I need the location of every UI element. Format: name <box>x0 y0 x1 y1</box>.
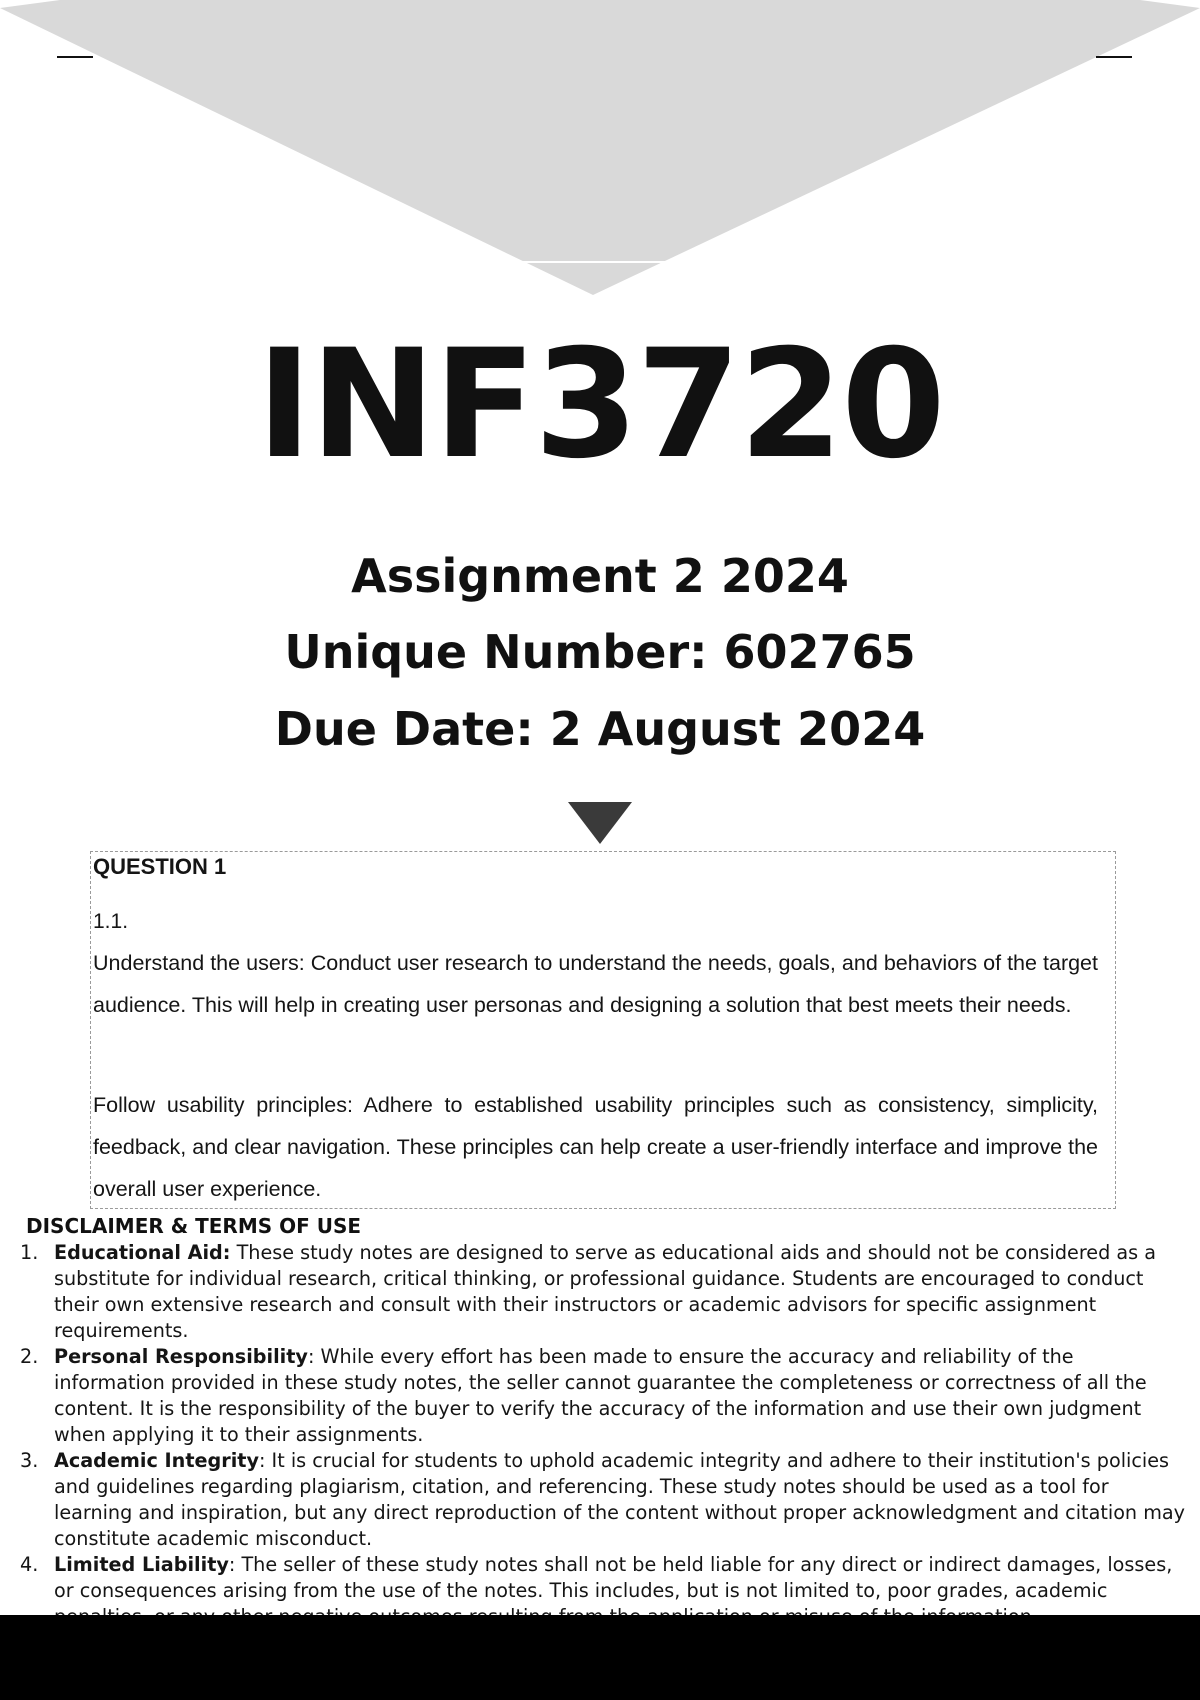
terms-item-number: 4. <box>20 1553 39 1576</box>
terms-list <box>18 1240 1186 1630</box>
course-code-title: INF3720 <box>256 318 944 492</box>
question-heading: QUESTION 1 <box>93 854 227 879</box>
terms-item-number: 3. <box>20 1449 39 1472</box>
terms-item-text: : It is crucial for students to uphold academic integrity and adhere to their institution's policies and guidelines regarding plagiarism, citation, and referencing. These study notes should be used as a tool for learning and inspiration, but any direct reproduction of the content without proper acknowledgment and citation may constitute academic misconduct. <box>54 1449 1185 1550</box>
down-arrow-icon <box>568 802 632 844</box>
header-chevron-shape <box>0 0 1200 300</box>
terms-item-number: 1. <box>20 1241 39 1264</box>
corner-mark-right <box>1096 56 1132 58</box>
terms-item <box>18 1240 1186 1344</box>
question-text-box <box>90 851 1116 1209</box>
question-paragraph: Follow usability principles: Adhere to established usability principles such as consistency, simplicity, feedback, and clear navigation. These principles can help create a user-friendly interface and improve the overall user experience. <box>93 1093 1098 1201</box>
terms-item-title: Limited Liability <box>54 1553 229 1576</box>
terms-item <box>18 1344 1186 1448</box>
terms-item-title: Academic Integrity <box>54 1449 259 1472</box>
terms-item-title: Personal Responsibility <box>54 1345 308 1368</box>
terms-item-title: Educational Aid: <box>54 1241 231 1264</box>
unique-number: Unique Number: 602765 <box>284 625 916 679</box>
due-date: Due Date: 2 August 2024 <box>274 702 926 756</box>
disclaimer-title: DISCLAIMER & TERMS OF USE <box>26 1214 362 1238</box>
terms-item-text: : While every effort has been made to ensure the accuracy and reliability of the information provided in these study notes, the seller cannot guarantee the completeness or correctness of all the content. It is the responsibility of the buyer to verify the accuracy of the information and use their own judgment when applying it to their assignments. <box>54 1345 1147 1446</box>
corner-mark-left <box>57 56 93 58</box>
assignment-title: Assignment 2 2024 <box>351 549 849 603</box>
question-number: 1.1. <box>93 910 129 933</box>
question-paragraph: Understand the users: Conduct user research to understand the needs, goals, and behaviors of the target audience. This will help in creating user personas and designing a solution that best meets their needs. <box>93 951 1098 1017</box>
terms-item-number: 2. <box>20 1345 39 1368</box>
terms-item-text: : The seller of these study notes shall not be held liable for any direct or indirect damages, losses, or consequences arising from the use of the notes. This includes, but is not limited to, poor grades, academic <box>54 1553 1173 1602</box>
terms-item-text: These study notes are designed to serve as educational aids and should not be considered as a substitute for individual research, critical thinking, or professional guidance. Students are encouraged to conduct their own extensive research and consult with their instructors or academic advisors for specific assignment requirements. <box>54 1241 1156 1342</box>
terms-item <box>18 1448 1186 1552</box>
bottom-black-bar <box>0 1615 1200 1700</box>
